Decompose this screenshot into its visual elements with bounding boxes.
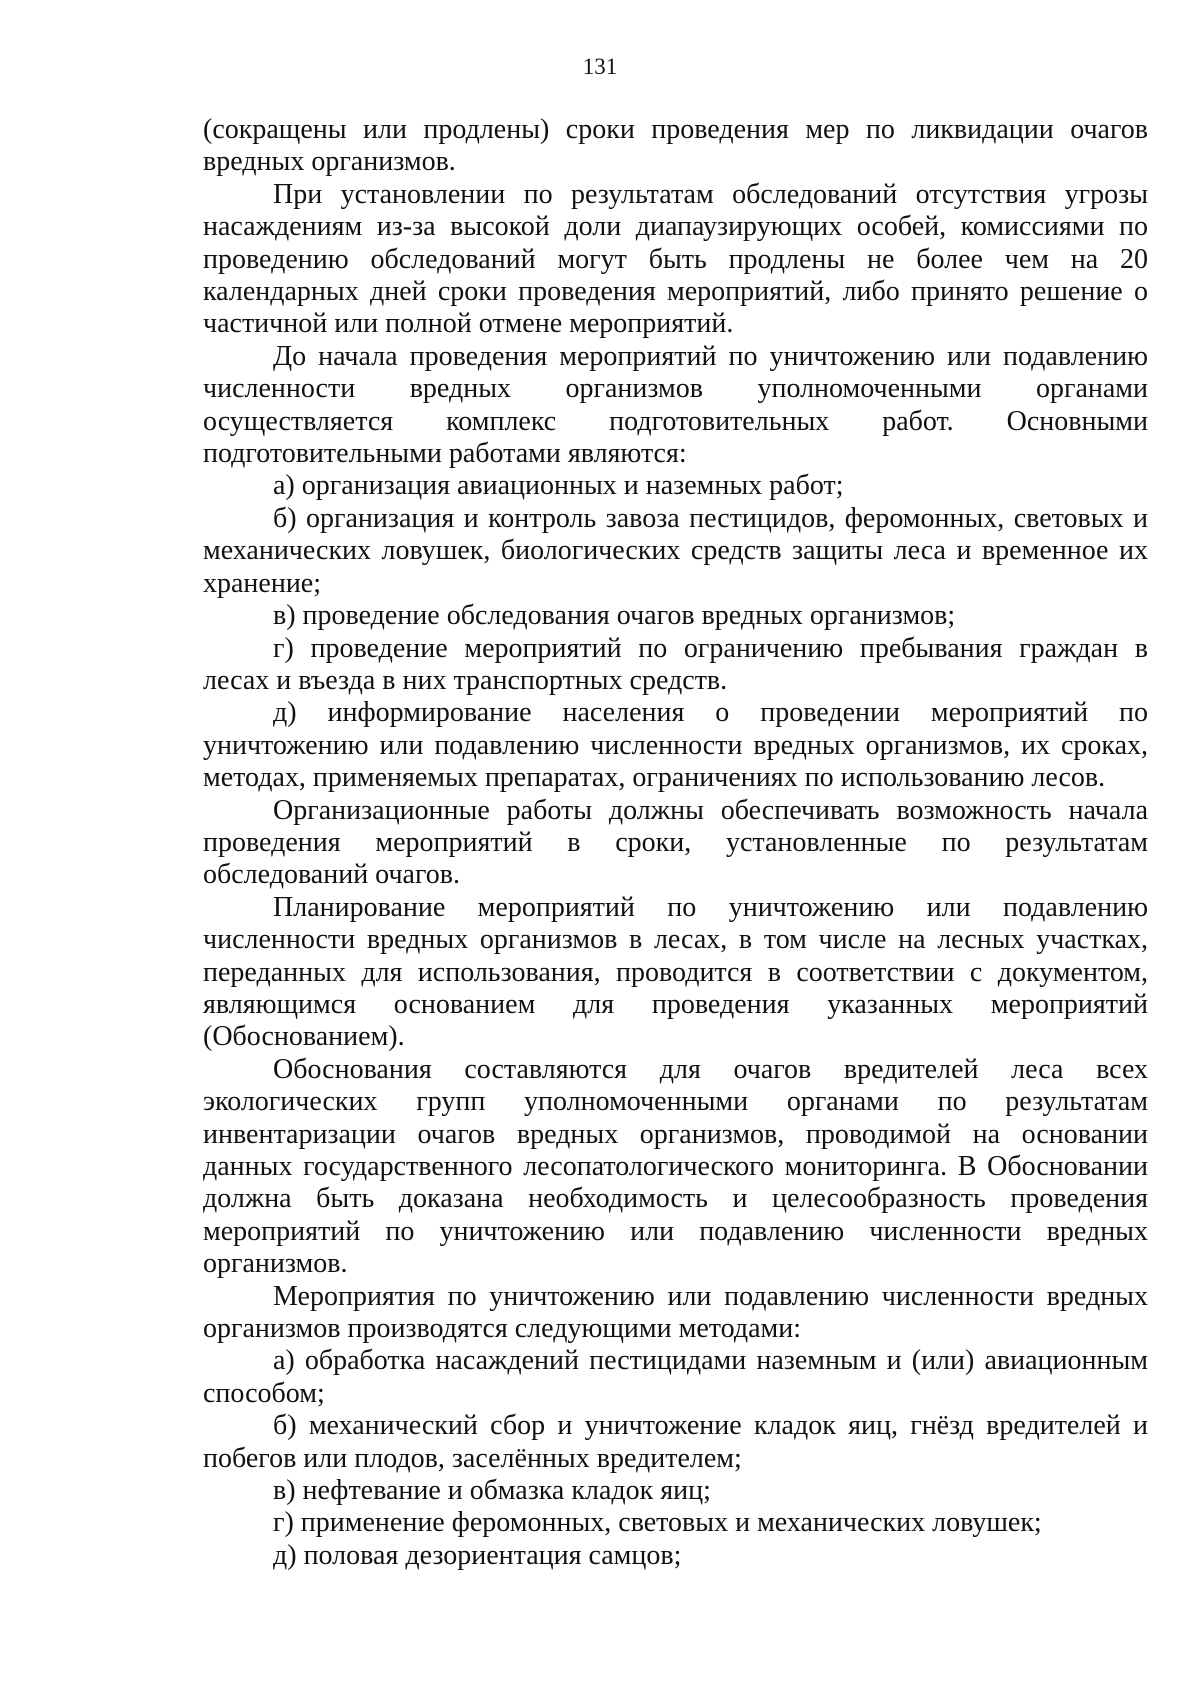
list-item: а) организация авиационных и наземных работ;	[273, 470, 844, 502]
list-item: г) применение феромонных, световых и механических ловушек;	[273, 1507, 1042, 1539]
document-body	[203, 114, 1148, 1572]
paragraph: Обоснования составляются для очагов вредителей леса всех экологических групп уполномоченными органами по результатам инвентаризации очагов вредных организмов, проводимой на основании данных государственного лесопатологического мониторинга. В Обосновании должна быть доказана необходимость и целесообразность проведения мероприятий по уничтожению или подавлению численности вредных организмов.	[203, 1053, 1148, 1280]
paragraph: Мероприятия по уничтожению или подавлению численности вредных организмов производятся следующими методами:	[203, 1280, 1148, 1345]
page-number: 131	[582, 54, 618, 79]
list-item: б) механический сбор и уничтожение кладок яиц, гнёзд вредителей и побегов или плодов, заселённых вредителем;	[203, 1410, 1148, 1474]
list-item: в) проведение обследования очагов вредных организмов;	[273, 600, 956, 632]
list-item: а) обработка насаждений пестицидами наземным и (или) авиационным способом;	[203, 1345, 1148, 1409]
paragraph-continuation: (сокращены или продлены) сроки проведения мер по ликвидации очагов вредных организмов.	[203, 114, 1148, 178]
list-item: в) нефтевание и обмазка кладок яиц;	[273, 1475, 711, 1507]
list-item: б) организация и контроль завоза пестицидов, феромонных, световых и механических ловушек, биологических средств защиты леса и временное их хранение;	[203, 502, 1148, 599]
list-item: д) информирование населения о проведении мероприятий по уничтожению или подавлению численности вредных организмов, их сроках, методах, применяемых препаратах, ограничениях по использованию лесов.	[203, 697, 1148, 794]
paragraph: До начала проведения мероприятий по уничтожению или подавлению численности вредных организмов уполномоченными органами осуществляется комплекс подготовительных работ. Основными подготовительными работами являются:	[203, 340, 1148, 470]
paragraph: Планирование мероприятий по уничтожению или подавлению численности вредных организмов в лесах, в том числе на лесных участках, переданных для использования, проводится в соответствии с документом, являющимся основанием для проведения указанных мероприятий (Обоснованием).	[203, 891, 1148, 1053]
paragraph: Организационные работы должны обеспечивать возможность начала проведения мероприятий в сроки, установленные по результатам обследований очагов.	[203, 794, 1148, 891]
list-item: д) половая дезориентация самцов;	[273, 1539, 682, 1571]
list-item: г) проведение мероприятий по ограничению пребывания граждан в лесах и въезда в них транспортных средств.	[203, 632, 1148, 696]
paragraph: При установлении по результатам обследований отсутствия угрозы насаждениям из-за высокой доли диапаузирующих особей, комиссиями по проведению обследований могут быть продлены не более чем на 20 календарных дней сроки проведения мероприятий, либо принято решение о частичной или полной отмене мероприятий.	[203, 178, 1148, 340]
